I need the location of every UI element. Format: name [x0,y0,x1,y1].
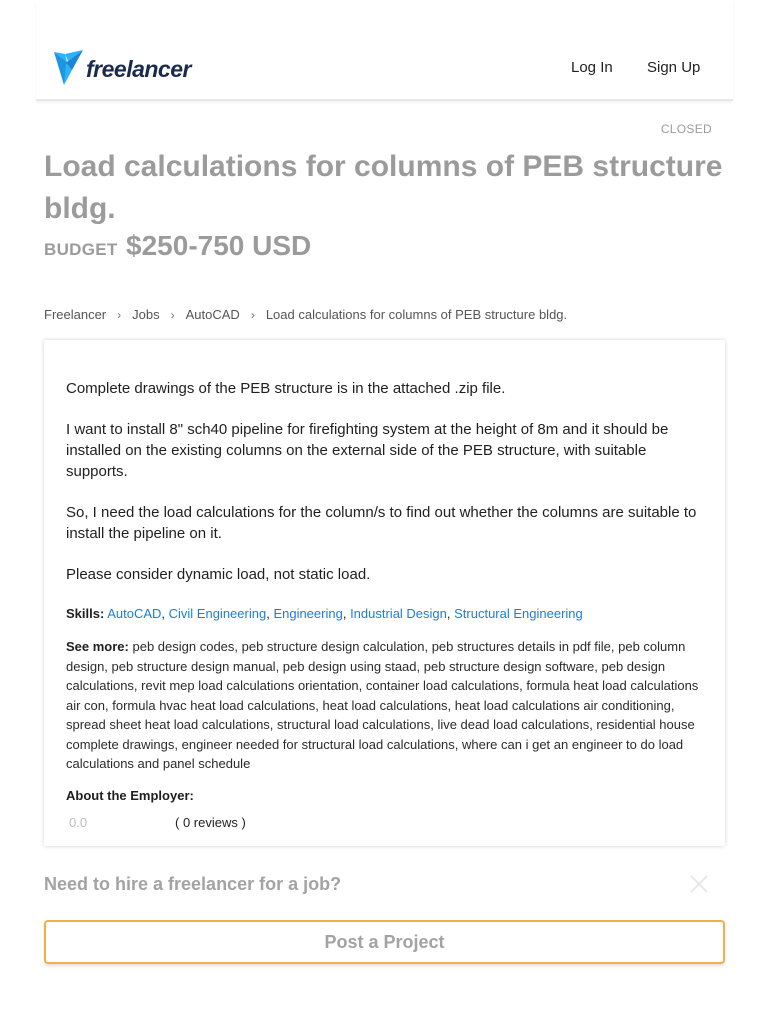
close-icon[interactable] [688,873,710,895]
skills-list: Skills: AutoCAD, Civil Engineering, Engineering, Industrial Design, Structural Engineering [66,606,583,621]
skills-label: Skills: [66,606,105,621]
employer-rating-row [66,815,706,830]
site-header [36,0,733,101]
breadcrumb-separator-icon: › [170,307,175,322]
breadcrumb-jobs[interactable]: Jobs [132,307,160,322]
post-project-button[interactable]: Post a Project [44,920,725,964]
skill-link-industrial-design[interactable]: Industrial Design [350,606,447,621]
see-more-text: peb design codes, peb structure design calculation, peb structures details in pdf file, peb column design, peb structure design manual, peb design using staad, peb structure design software, peb design calculations, revit mep load calculations orientation, container load calculations, formula heat load calculations air con, formula hvac heat load calculations, heat load calculations, heat load calculations air conditioning, spread sheet heat load calculations, structural load calculations, live dead load calculations, residential house complete drawings, engineer needed for structural load calculations, where can i get an engineer to do load calculations and panel schedule [66,639,699,771]
skill-link-engineering[interactable]: Engineering [273,606,343,621]
project-description [66,378,706,585]
skill-link-autocad[interactable]: AutoCAD [107,606,162,621]
description-paragraph: So, I need the load calculations for the column/s to find out whether the columns are suitable to install the pipeline on it. [66,504,697,542]
breadcrumb-separator-icon: › [250,307,255,322]
breadcrumb-freelancer[interactable]: Freelancer [44,307,107,322]
employer-title: About the Employer: [66,787,194,803]
project-status-badge: CLOSED [660,122,712,136]
breadcrumb-current[interactable]: Load calculations for columns of PEB structure bldg. [265,307,568,322]
breadcrumb-autocad[interactable]: AutoCAD [185,307,240,322]
logo-text: freelancer [86,55,191,82]
budget-label: BUDGET [44,240,118,259]
breadcrumb-separator-icon: › [117,307,122,322]
employer-rating-value: 0.0 [69,814,88,830]
description-paragraph: I want to install 8" sch40 pipeline for firefighting system at the height of 8m and it should be installed on the existing columns on the external side of the PEB structure, with suitable supports. [66,421,669,480]
skill-link-civil-engineering[interactable]: Civil Engineering [168,606,267,621]
freelancer-bird-icon [54,50,84,86]
signup-link[interactable]: Sign Up [647,59,701,76]
freelancer-logo[interactable] [54,50,191,86]
project-budget [44,230,311,262]
project-title: Load calculations for columns of PEB structure bldg. [44,150,723,225]
breadcrumb [44,307,567,322]
login-link[interactable]: Log In [571,59,613,76]
see-more-label: See more: [66,639,129,654]
project-details-card [44,340,725,846]
see-more-section [66,637,706,774]
description-paragraph: Please consider dynamic load, not static load. [66,566,371,583]
employer-reviews-count: ( 0 reviews ) [175,814,246,830]
budget-value: $250-750 USD [126,230,312,261]
description-paragraph: Complete drawings of the PEB structure is in the attached .zip file. [66,380,506,397]
hire-prompt-text: Need to hire a freelancer for a job? [44,874,342,894]
skill-link-structural-engineering[interactable]: Structural Engineering [454,606,583,621]
